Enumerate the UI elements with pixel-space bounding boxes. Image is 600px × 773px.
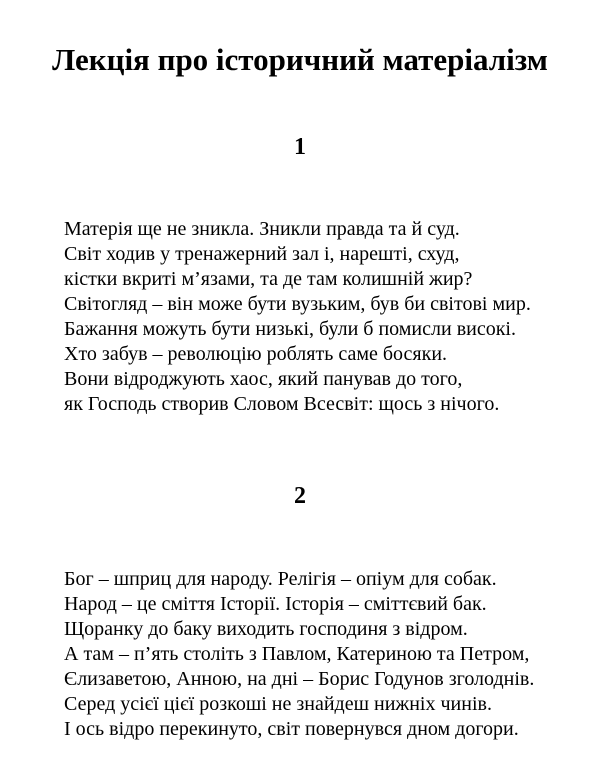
- stanza-1-line-1: Матерія ще не зникла. Зникли правда та й суд.: [64, 218, 460, 240]
- stanza-1-line-7: Вони відроджують хаос, який панував до того,: [64, 368, 463, 390]
- stanza-1-line-2: Світ ходив у тренажерний зал і, нарешті, схуд,: [64, 243, 460, 265]
- stanza-2-line-2: Народ – це сміття Історії. Історія – сміттєвий бак.: [64, 593, 487, 615]
- stanza-2-line-5: Єлизаветою, Анною, на дні – Борис Годунов зголоднів.: [64, 668, 535, 690]
- stanza-1-line-3: кістки вкриті м’язами, та де там колишній жир?: [64, 268, 473, 290]
- stanza-1: [64, 217, 594, 417]
- section-number-2: 2: [294, 483, 306, 509]
- stanza-2-line-3: Щоранку до баку виходить господиня з відром.: [64, 618, 468, 640]
- stanza-2-line-4: А там – п’ять століть з Павлом, Катериною та Петром,: [64, 643, 530, 665]
- stanza-1-line-8: як Господь створив Словом Всесвіт: щось з нічого.: [64, 393, 500, 415]
- stanza-1-line-6: Хто забув – революцію роблять саме босяки.: [64, 343, 448, 365]
- stanza-1-line-5: Бажання можуть бути низькі, були б помисли високі.: [64, 318, 516, 340]
- stanza-2-line-7: І ось відро перекинуто, світ повернувся дном догори.: [64, 718, 519, 740]
- stanza-1-line-4: Світогляд – він може бути вузьким, був би світові мир.: [64, 293, 531, 315]
- stanza-2-line-6: Серед усієї цієї розкоші не знайдеш нижніх чинів.: [64, 693, 492, 715]
- stanza-2: [64, 567, 594, 742]
- section-number-1: 1: [294, 134, 306, 160]
- stanza-2-line-1: Бог – шприц для народу. Релігія – опіум для собак.: [64, 568, 497, 590]
- page-title: Лекція про історичний матеріалізм: [52, 42, 548, 77]
